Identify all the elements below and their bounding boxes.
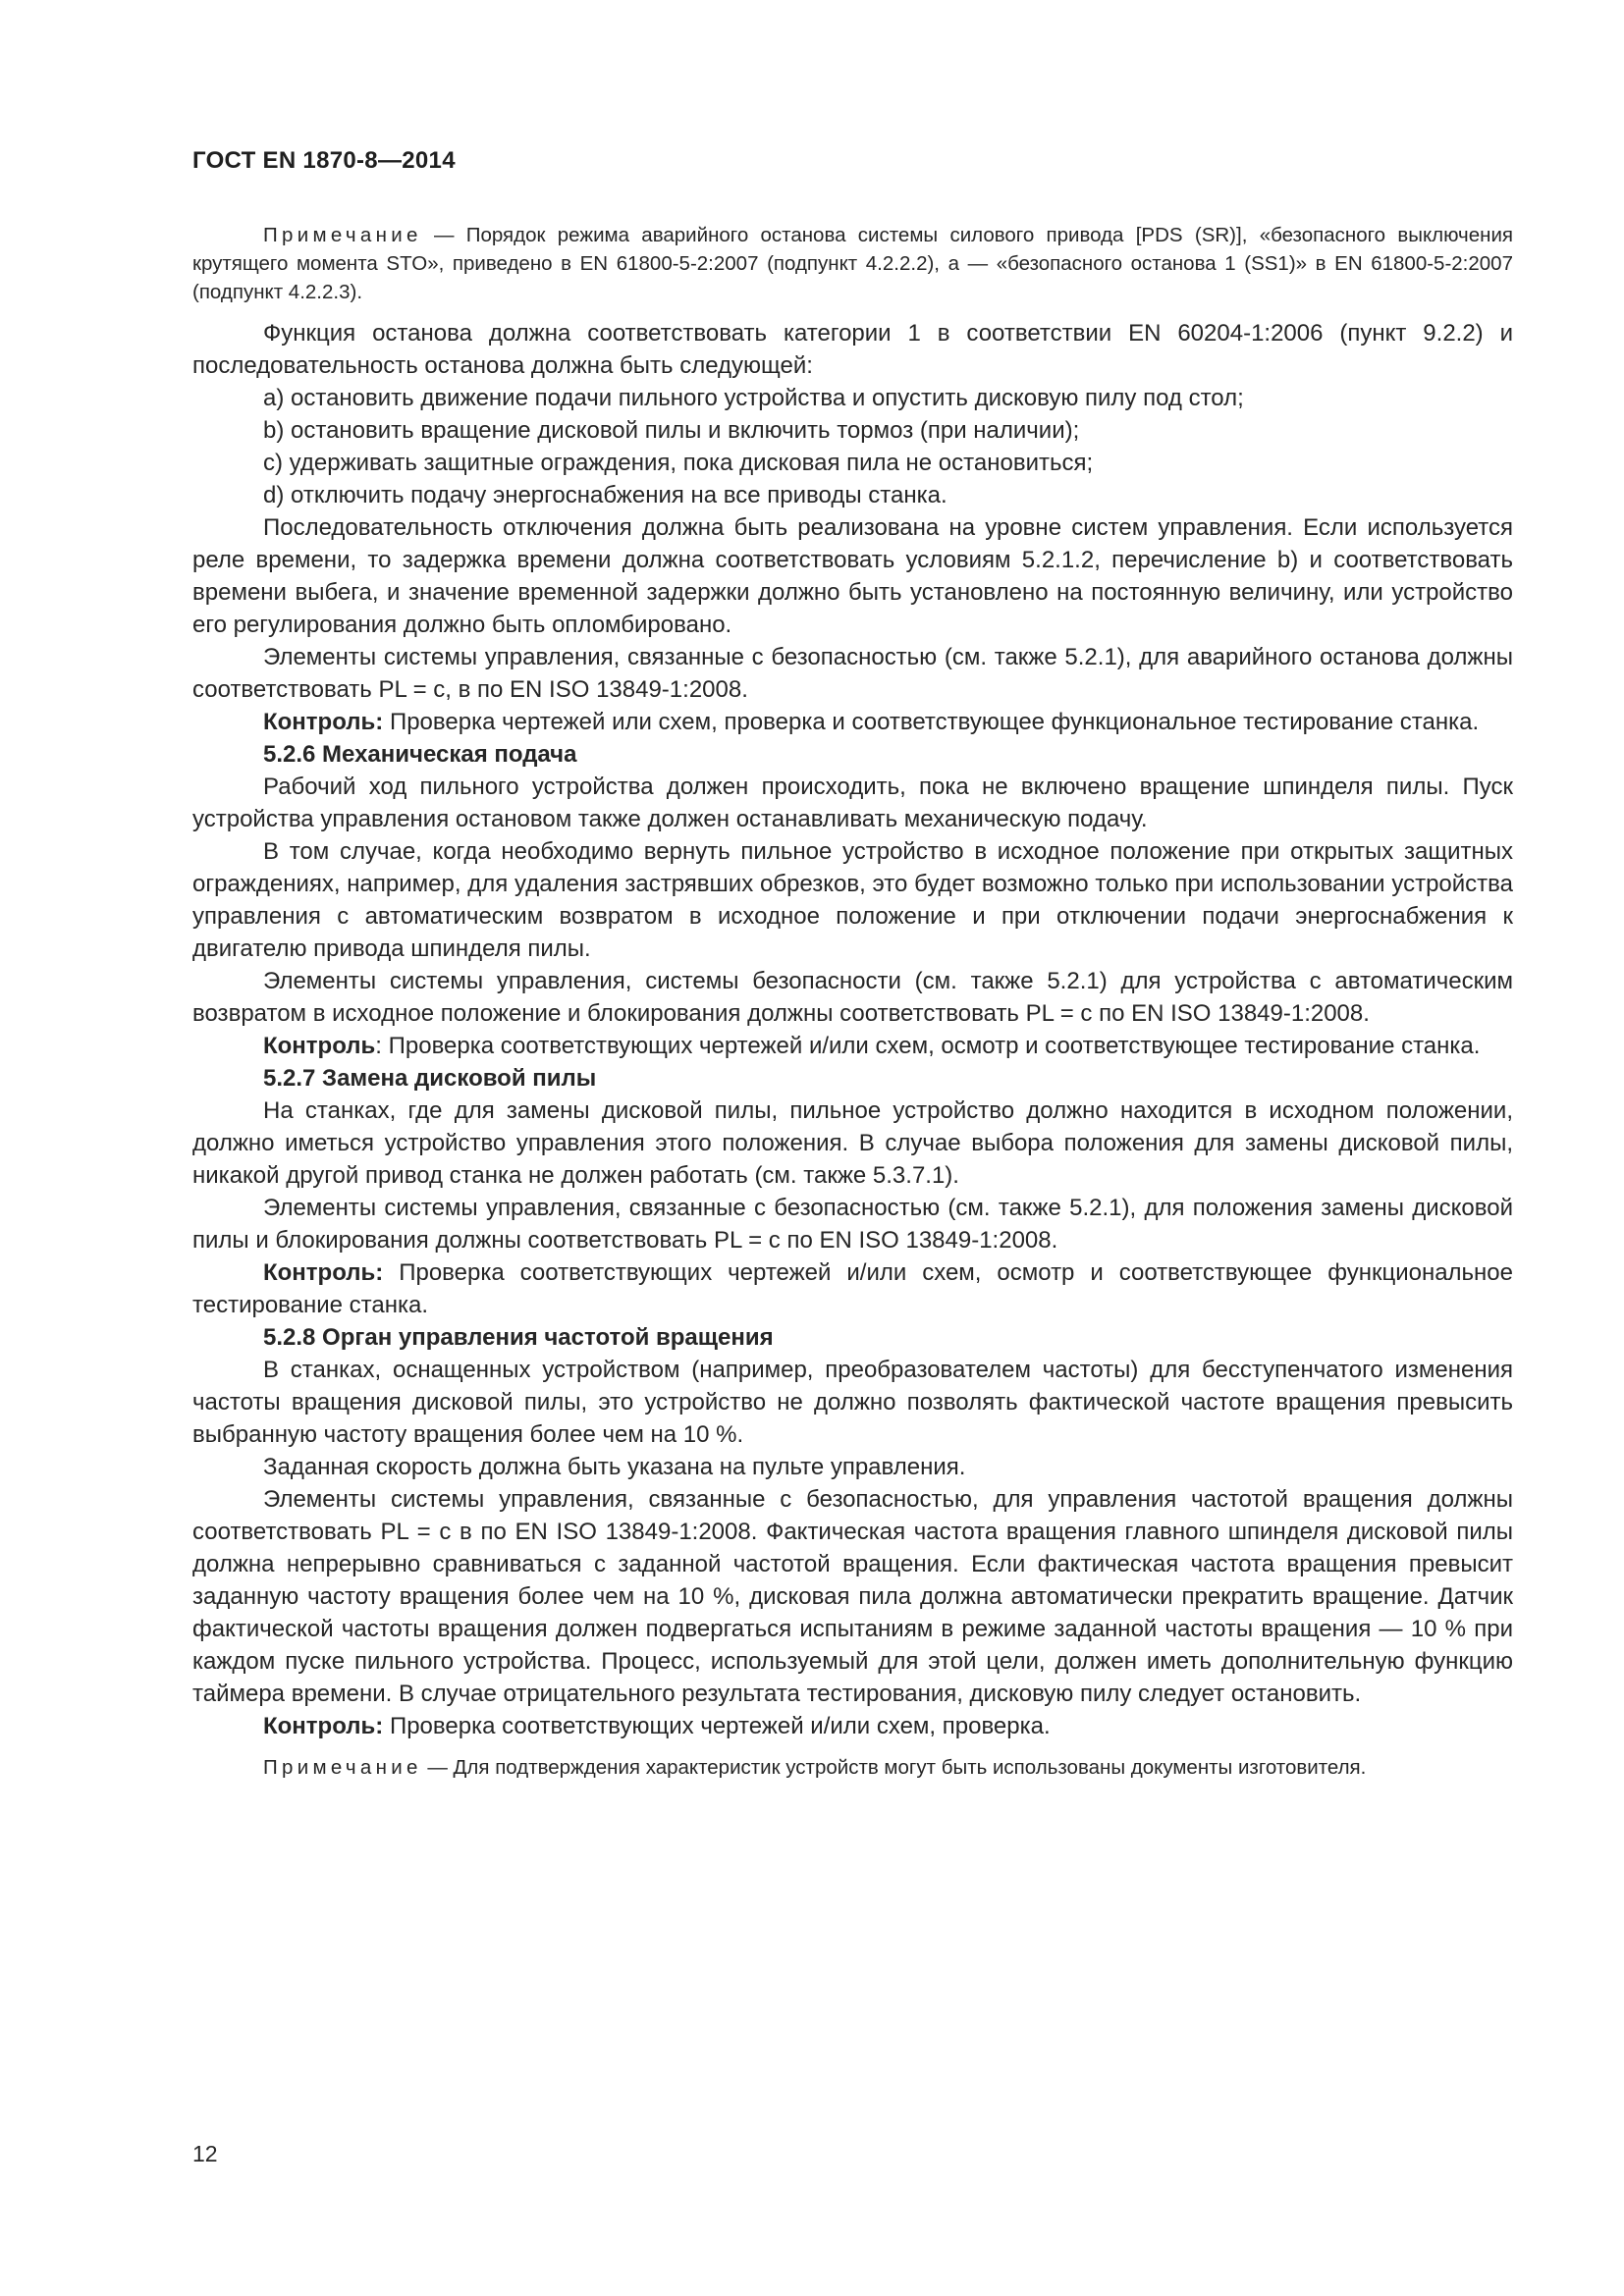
note-paragraph [192, 1753, 1513, 1782]
paragraph: На станках, где для замены дисковой пилы, пильное устройство должно находится в исходном положении, должно иметься устройство управления этого положения. В случае выбора положения для замены дисковой пилы, никакой другой привод станка не должен работать (см. также 5.3.7.1). [192, 1097, 1513, 1189]
paragraph: Рабочий ход пильного устройства должен происходить, пока не включено вращение шпинделя пилы. Пуск устройства управления остановом также должен останавливать механическую подачу. [192, 774, 1513, 832]
paragraph: Элементы системы управления, связанные с безопасностью, для управления частотой вращения должны соответствовать PL = c в по EN ISO 13849-1:2008. Фактическая частота вращения главного шпинделя дисковой пилы должна непрерывно сравниваться с заданной частотой вращения. Если фактическая частота вращения превысит заданную частоту вращения более чем на 10 %, дисковая пила должна автоматически прекратить вращение. Датчик фактической частоты вращения должен подвергаться испытаниям в режиме заданной частоты вращения — 10 % при каждом пуске пильного устройства. Процесс, используемый для этой цели, должен иметь дополнительную функцию таймера времени. В случае отрицательного результата тестирования, дисковую пилу следует остановить. [192, 1486, 1513, 1707]
control-text: Проверка соответствующих чертежей и/или схем, проверка. [383, 1713, 1051, 1739]
note-paragraph [192, 221, 1513, 306]
paragraph: В том случае, когда необходимо вернуть пильное устройство в исходное положение при открытых защитных ограждениях, например, для удаления застрявших обрезков, это будет возможно только при использовании устройства управления с автоматическим возвратом в исходное положение и при отключении подачи энергоснабжения к двигателю привода шпинделя пилы. [192, 838, 1513, 962]
paragraph: Элементы системы управления, связанные с безопасностью (см. также 5.2.1), для положения замены дисковой пилы и блокирования должны соответствовать PL = c по EN ISO 13849-1:2008. [192, 1195, 1513, 1254]
note-text: — Для подтверждения характеристик устройств могут быть использованы документы изготовителя. [421, 1756, 1367, 1779]
control-text: Проверка чертежей или схем, проверка и соответствующее функциональное тестирование станка. [383, 709, 1480, 735]
control-paragraph [192, 1710, 1513, 1742]
paragraph: Функция останова должна соответствовать категории 1 в соответствии EN 60204-1:2006 (пункт 9.2.2) и последовательность останова должна быть следующей: [192, 320, 1513, 379]
control-text: : Проверка соответствующих чертежей и/или схем, осмотр и соответствующее тестирование станка. [375, 1033, 1481, 1059]
control-label: Контроль: [263, 1259, 384, 1286]
note-label: Примечание [263, 1756, 422, 1779]
note-text: — Порядок режима аварийного останова системы силового привода [PDS (SR)], «безопасного выключения крутящего момента STO», приведено в EN 61800-5-2:2007 (подпункт 4.2.2.2), а — «безопасного останова 1 (SS1)» в EN 61800-5-2:2007 (подпункт 4.2.2.3). [192, 224, 1513, 303]
paragraph: Последовательность отключения должна быть реализована на уровне систем управления. Если используется реле времени, то задержка времени должна соответствовать условиям 5.2.1.2, перечисление b) и соответствовать времени выбега, и значение временной задержки должно быть установлено на постоянную величину, или устройство его регулирования должно быть опломбировано. [192, 514, 1513, 638]
control-paragraph [192, 706, 1513, 738]
control-label: Контроль: [263, 1713, 384, 1739]
list-item: c) удерживать защитные ограждения, пока дисковая пила не остановиться; [263, 450, 1094, 476]
control-paragraph [192, 1256, 1513, 1321]
control-label: Контроль: [263, 709, 384, 735]
control-label: Контроль [263, 1033, 376, 1059]
note-label: Примечание [263, 224, 422, 246]
list-item: d) отключить подачу энергоснабжения на все приводы станка. [263, 482, 947, 508]
paragraph: Заданная скорость должна быть указана на пульте управления. [263, 1454, 966, 1480]
paragraph: Элементы системы управления, системы безопасности (см. также 5.2.1) для устройства с автоматическим возвратом в исходное положение и блокирования должны соответствовать PL = c по EN ISO 13849-1:2008. [192, 968, 1513, 1027]
section-heading-5-2-7: 5.2.7 Замена дисковой пилы [263, 1065, 597, 1092]
page-content [192, 221, 1513, 1782]
section-heading-5-2-8: 5.2.8 Орган управления частотой вращения [263, 1324, 774, 1351]
list-item: b) остановить вращение дисковой пилы и включить тормоз (при наличии); [263, 417, 1080, 444]
section-heading-5-2-6: 5.2.6 Механическая подача [263, 741, 577, 768]
paragraph: В станках, оснащенных устройством (например, преобразователем частоты) для бесступенчатого изменения частоты вращения дисковой пилы, это устройство не должно позволять фактической частоте вращения превысить выбранную частоту вращения более чем на 10 %. [192, 1357, 1513, 1448]
page-number: 12 [192, 2141, 218, 2166]
list-item: a) остановить движение подачи пильного устройства и опустить дисковую пилу под стол; [263, 385, 1244, 411]
control-text: Проверка соответствующих чертежей и/или схем, осмотр и соответствующее функциональное тестирование станка. [192, 1259, 1513, 1318]
paragraph: Элементы системы управления, связанные с безопасностью (см. также 5.2.1), для аварийного останова должны соответствовать PL = c, в по EN ISO 13849-1:2008. [192, 644, 1513, 703]
document-header: ГОСТ EN 1870-8—2014 [192, 147, 456, 174]
control-paragraph [192, 1030, 1513, 1062]
